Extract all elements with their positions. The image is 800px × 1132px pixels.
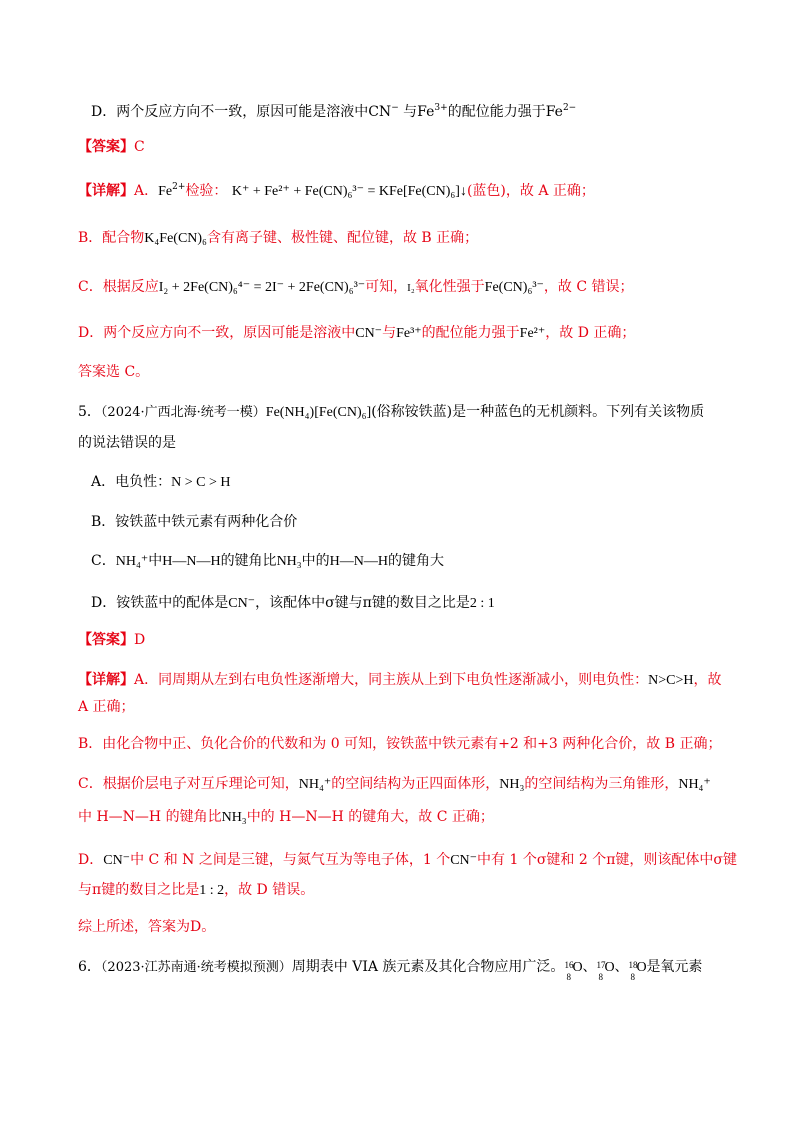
formula: I₂ [407,282,415,294]
question-5-line-1 [78,402,800,423]
atomic-number: 8 [630,972,635,982]
mass-number: 18 [628,960,638,970]
atomic-number: 8 [566,972,571,982]
detail-4-c [78,277,800,298]
formula: NH₃ [221,810,247,825]
element-symbol: O [636,960,647,975]
answer-label: 【答案】 [78,139,134,155]
detail-text: C．根据反应 [78,279,159,295]
mass-number: 17 [596,960,606,970]
detail-text: 的配位能力强于 [421,325,520,341]
formula: NH₄⁺ [298,777,332,792]
detail-text: A． [134,183,159,199]
formula: 2 : 1 [469,596,495,611]
detail-4-b [78,228,800,249]
option-text: C． [91,553,116,569]
option-text: ，该配体中σ键与π键的数目之比是 [255,595,470,611]
detail-5-c [78,774,800,795]
formula: Fe [158,184,173,199]
option-5-d [91,593,800,614]
option-5-b: B．铵铁蓝中铁元素有两种化合价 [91,514,298,530]
formula: CN⁻ [355,326,383,341]
detail-text: D． [78,852,104,868]
detail-text: 氧化性强于 [414,279,485,295]
detail-label: 【详解】 [78,672,134,688]
detail-text: 含有离子键、极性键、配位键，故 B 正确； [206,230,479,246]
formula: CN⁻ [450,853,478,868]
detail-text: ，故 D 正确； [545,325,636,341]
formula: NH₄⁺ [115,554,149,569]
detail-text: D．两个反应方向不一致，原因可能是溶液中 [78,325,356,341]
detail-text: 的空间结构为三角锥形， [524,776,679,792]
formula: N>C>H [648,673,694,688]
formula: Fe²⁺ [519,326,546,341]
formula: Fe(NH₄)[Fe(CN)₆] [265,405,372,420]
formula: N > C > H [171,475,231,490]
question-text: 是氧元素 [646,959,703,975]
detail-text: 与π键的数目之比是 [78,882,200,898]
option-5-c [91,551,800,572]
equation: K⁺ + Fe²⁺ + Fe(CN)₆³⁻ = KFe[Fe(CN)₆]↓ [231,184,467,199]
formula: H—N—H [162,554,221,569]
detail-5-c-line-2 [78,807,800,828]
detail-5-b: B．由化合物中正、负化合价的代数和为 0 可知，铵铁蓝中铁元素有+2 和+3 两种化合价，故 B 正确； [78,736,722,752]
option-text: A．电负性： [91,474,172,490]
detail-text: A．同周期从左到右电负性逐渐增大，同主族从上到下电负性逐渐减小，则电负性： [134,672,649,688]
isotope-o18 [628,957,647,982]
minus-sup: − [391,103,399,113]
formula: K₄Fe(CN)₆ [144,231,207,246]
detail-text: 的空间结构为正四面体形， [331,776,500,792]
detail-4-a [78,177,800,202]
formula: CN⁻ [103,853,131,868]
option-text: 的键角比 [220,553,277,569]
element-symbol: O [572,960,583,975]
detail-text: 可知， [365,279,408,295]
answer-value: C [134,139,145,155]
isotope-o16 [564,957,583,982]
detail-text: ，故 C 错误； [543,279,634,295]
formula: CN⁻ [228,596,256,611]
charge-sup: 2− [562,103,577,113]
answer-4 [78,137,800,157]
detail-text: 中 C 和 N 之间是三键，与氮气互为等电子体，1 个 [130,852,451,868]
formula: NH₃ [499,777,525,792]
formula: NH₄⁺ [678,777,711,792]
answer-label: 【答案】 [78,632,134,648]
detail-text: 检验： [185,183,228,199]
isotope-o17 [596,957,615,982]
separator: 、 [582,959,597,975]
separator: 、 [614,959,629,975]
answer-5 [78,630,800,650]
detail-5-d-line-2 [78,880,800,901]
atomic-number: 8 [598,972,603,982]
detail-text: 中 H—N—H 的键角比 [78,809,222,825]
question-source: （2023·江苏南通·统考模拟预测） [100,960,292,975]
option-text: D．铵铁蓝中的配体是 [91,595,229,611]
mass-number: 16 [564,960,574,970]
detail-text: B．配合物 [78,230,145,246]
formula: H—N—H [329,554,389,569]
option-text: 中 [148,553,163,569]
summary-5: 综上所述，答案为D。 [78,919,216,935]
detail-5-d [78,850,800,871]
question-5-line-2: 的说法错误的是 [78,435,176,451]
question-source: （2024·广西北海·统考一模） [100,405,266,420]
option-text: 与Fe [398,104,435,120]
equation: I₂ + 2Fe(CN)₆⁴⁻ = 2I⁻ + 2Fe(CN)₆³⁻ [158,280,366,295]
option-5-a [91,472,800,493]
detail-text: 中有 1 个σ键和 2 个π键，则该配体中σ键 [477,852,737,868]
detail-text: ，故 [693,672,722,688]
detail-5-a-line-2: A 正确； [78,699,135,715]
question-number: 5． [78,404,101,420]
option-text: D．两个反应方向不一致，原因可能是溶液中CN [91,104,392,120]
question-text: 周期表中 VIA 族元素及其化合物应用广泛。 [291,959,565,975]
detail-4-d [78,323,800,344]
formula: Fe(CN)₆³⁻ [484,280,544,295]
prev-option-d [91,98,800,122]
charge-sup: 3+ [434,103,448,113]
formula: NH₃ [276,554,302,569]
detail-5-a [78,670,800,691]
detail-text: 与 [382,325,397,341]
answer-select-4: 答案选 C。 [78,364,150,380]
element-symbol: O [604,960,615,975]
option-text: 的键角大 [388,553,445,569]
formula: Fe³⁺ [396,326,422,341]
detail-text: (蓝色)，故 A 正确； [466,183,595,199]
detail-label: 【详解】 [78,183,134,199]
question-6-line-1 [78,957,800,982]
option-text: 中的 [301,553,330,569]
detail-text: ，故 D 错误。 [224,882,315,898]
formula: 1 : 2 [199,883,225,898]
option-text: 的配位能力强于Fe [447,104,563,120]
detail-text: 中的 H—N—H 的键角大，故 C 正确； [246,809,494,825]
answer-value: D [134,632,146,648]
detail-text: C．根据价层电子对互斥理论可知， [78,776,299,792]
charge-sup: 2+ [172,182,186,192]
question-text: (俗称铵铁蓝)是一种蓝色的无机颜料。下列有关该物质 [371,404,705,420]
question-number: 6． [78,959,101,975]
